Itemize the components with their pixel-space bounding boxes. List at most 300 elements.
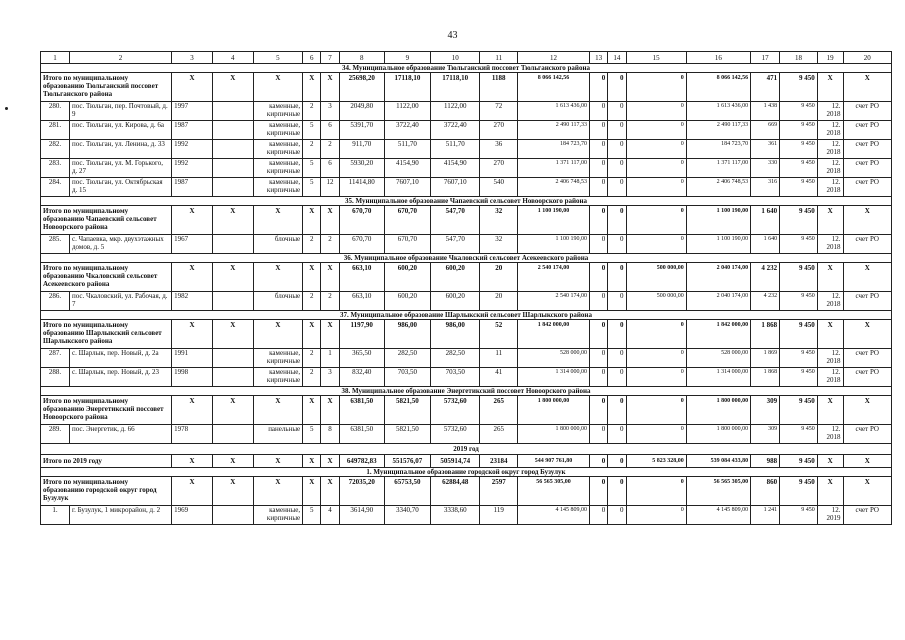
total-c3: X bbox=[172, 477, 213, 506]
build-year: 1992 bbox=[172, 140, 213, 159]
cell-c10: 3338,60 bbox=[431, 506, 480, 525]
total-c18: 9 450 bbox=[780, 206, 818, 235]
house-row bbox=[41, 425, 892, 444]
cell-c10: 282,50 bbox=[431, 349, 480, 368]
total-c7: X bbox=[321, 73, 339, 102]
cell-c12: 1 100 190,00 bbox=[518, 235, 590, 254]
total-c6: X bbox=[303, 263, 321, 292]
table-cell bbox=[212, 292, 253, 311]
cell-c13: 0 bbox=[590, 368, 608, 387]
column-number: 16 bbox=[686, 52, 750, 64]
total-c11: 52 bbox=[480, 320, 518, 349]
cell-c12: 2 406 748,53 bbox=[518, 178, 590, 197]
cell-c11: 32 bbox=[480, 235, 518, 254]
cell-c18: 9 450 bbox=[780, 121, 818, 140]
table-cell bbox=[212, 425, 253, 444]
cell-c8: 5930,20 bbox=[339, 159, 384, 178]
total-c18: 9 450 bbox=[780, 263, 818, 292]
total-c17: 860 bbox=[751, 477, 780, 506]
build-year: 1991 bbox=[172, 349, 213, 368]
cell-c20: счет РО bbox=[843, 425, 891, 444]
total-c20: X bbox=[843, 206, 891, 235]
cell-c6: 2 bbox=[303, 140, 321, 159]
cell-c7: 2 bbox=[321, 292, 339, 311]
column-number: 14 bbox=[608, 52, 626, 64]
total-c4: X bbox=[212, 320, 253, 349]
total-c8: 663,10 bbox=[339, 263, 384, 292]
cell-c11: 265 bbox=[480, 425, 518, 444]
cell-c8: 5391,70 bbox=[339, 121, 384, 140]
column-number: 4 bbox=[212, 52, 253, 64]
cell-c16: 1 371 117,00 bbox=[686, 159, 750, 178]
cell-c15: 0 bbox=[626, 159, 686, 178]
cell-c17: 1 868 bbox=[751, 368, 780, 387]
total-c6: X bbox=[303, 396, 321, 425]
section-title-row bbox=[41, 311, 892, 320]
cell-c16: 4 145 809,00 bbox=[686, 506, 750, 525]
section-title: 36. Муниципальное образование Чкаловский сельсовет Асекеевского района bbox=[41, 254, 892, 263]
cell-c13: 0 bbox=[590, 506, 608, 525]
cell-c14: 0 bbox=[608, 349, 626, 368]
total-c18: 9 450 bbox=[780, 477, 818, 506]
cell-c6: 2 bbox=[303, 349, 321, 368]
section-title-row bbox=[41, 468, 892, 477]
cell-c6: 5 bbox=[303, 121, 321, 140]
total-label: Итого по муниципальному образованию Тюльганский поссовет Тюльганского района bbox=[41, 73, 172, 102]
cell-c18: 9 450 bbox=[780, 349, 818, 368]
wall-material: каменные, кирпичные bbox=[253, 102, 302, 121]
total-c12: 56 565 305,00 bbox=[518, 477, 590, 506]
page-number: 43 bbox=[447, 30, 458, 41]
total-c6: X bbox=[303, 477, 321, 506]
total-c13: 0 bbox=[590, 477, 608, 506]
total-c12: 1 800 000,00 bbox=[518, 396, 590, 425]
cell-c17: 316 bbox=[751, 178, 780, 197]
cell-c7: 3 bbox=[321, 368, 339, 387]
total-c8: 1197,90 bbox=[339, 320, 384, 349]
total-c15: 0 bbox=[626, 320, 686, 349]
wall-material: каменные, кирпичные bbox=[253, 121, 302, 140]
cell-c12: 2 540 174,00 bbox=[518, 292, 590, 311]
cell-c14: 0 bbox=[608, 178, 626, 197]
total-c9: 17118,10 bbox=[384, 73, 430, 102]
total-c14: 0 bbox=[608, 263, 626, 292]
cell-c19: 12. 2018 bbox=[817, 425, 843, 444]
cell-c17: 1 241 bbox=[751, 506, 780, 525]
total-c5: X bbox=[253, 263, 302, 292]
cell-c8: 670,70 bbox=[339, 235, 384, 254]
total-c20: X bbox=[843, 396, 891, 425]
total-c9: 670,70 bbox=[384, 206, 430, 235]
house-row bbox=[41, 235, 892, 254]
total-c10: 600,20 bbox=[431, 263, 480, 292]
cell-c12: 1 800 000,00 bbox=[518, 425, 590, 444]
cell-c7: 3 bbox=[321, 102, 339, 121]
cell-c9: 4154,90 bbox=[384, 159, 430, 178]
column-number: 3 bbox=[172, 52, 213, 64]
cell-c10: 7607,10 bbox=[431, 178, 480, 197]
cell-c6: 2 bbox=[303, 292, 321, 311]
cell-c15: 0 bbox=[626, 506, 686, 525]
margin-mark bbox=[5, 107, 8, 110]
house-address: пос. Энергетик, д. 66 bbox=[70, 425, 172, 444]
row-number: 285. bbox=[41, 235, 70, 254]
row-number: 280. bbox=[41, 102, 70, 121]
cell-c7: 6 bbox=[321, 121, 339, 140]
total-c4: X bbox=[212, 263, 253, 292]
cell-c16: 1 314 000,00 bbox=[686, 368, 750, 387]
table-cell bbox=[212, 506, 253, 525]
cell-c13: 0 bbox=[590, 121, 608, 140]
wall-material: блочные bbox=[253, 235, 302, 254]
cell-c10: 4154,90 bbox=[431, 159, 480, 178]
table-cell bbox=[212, 159, 253, 178]
cell-c15: 500 000,00 bbox=[626, 292, 686, 311]
cell-c19: 12. 2018 bbox=[817, 178, 843, 197]
house-address: пос. Тюльган, ул. Кирова, д. 6а bbox=[70, 121, 172, 140]
cell-c15: 0 bbox=[626, 235, 686, 254]
house-row bbox=[41, 349, 892, 368]
cell-c18: 9 450 bbox=[780, 368, 818, 387]
total-c19: X bbox=[817, 320, 843, 349]
cell-c10: 3722,40 bbox=[431, 121, 480, 140]
cell-c16: 1 613 436,00 bbox=[686, 102, 750, 121]
total-c3: X bbox=[172, 206, 213, 235]
total-c16: 1 100 190,00 bbox=[686, 206, 750, 235]
section-title: 35. Муниципальное образование Чапаевский сельсовет Новоорского района bbox=[41, 197, 892, 206]
table-cell bbox=[212, 178, 253, 197]
total-c4: X bbox=[212, 206, 253, 235]
cell-c17: 361 bbox=[751, 140, 780, 159]
cell-c8: 3614,90 bbox=[339, 506, 384, 525]
house-address: с. Шарлык, пер. Новый, д. 23 bbox=[70, 368, 172, 387]
total-c4: X bbox=[212, 396, 253, 425]
total-c8: 649782,83 bbox=[339, 455, 384, 468]
cell-c20: счет РО bbox=[843, 235, 891, 254]
total-c18: 9 450 bbox=[780, 396, 818, 425]
build-year: 1978 bbox=[172, 425, 213, 444]
house-row bbox=[41, 102, 892, 121]
section-title: 38. Муниципальное образование Энергетикский поссовет Новоорского района bbox=[41, 387, 892, 396]
cell-c9: 5821,50 bbox=[384, 425, 430, 444]
cell-c11: 72 bbox=[480, 102, 518, 121]
table-cell bbox=[212, 102, 253, 121]
house-row bbox=[41, 121, 892, 140]
total-c7: X bbox=[321, 263, 339, 292]
total-c17: 471 bbox=[751, 73, 780, 102]
cell-c20: счет РО bbox=[843, 368, 891, 387]
column-number: 10 bbox=[431, 52, 480, 64]
total-row bbox=[41, 206, 892, 235]
cell-c6: 5 bbox=[303, 178, 321, 197]
cell-c20: счет РО bbox=[843, 349, 891, 368]
total-c19: X bbox=[817, 206, 843, 235]
total-c5: X bbox=[253, 206, 302, 235]
cell-c12: 1 314 000,00 bbox=[518, 368, 590, 387]
cell-c17: 330 bbox=[751, 159, 780, 178]
cell-c19: 12. 2018 bbox=[817, 140, 843, 159]
cell-c16: 528 000,00 bbox=[686, 349, 750, 368]
build-year: 1982 bbox=[172, 292, 213, 311]
cell-c19: 12. 2019 bbox=[817, 506, 843, 525]
total-c20: X bbox=[843, 73, 891, 102]
cell-c13: 0 bbox=[590, 159, 608, 178]
cell-c20: счет РО bbox=[843, 102, 891, 121]
cell-c6: 2 bbox=[303, 235, 321, 254]
cell-c19: 12. 2018 bbox=[817, 235, 843, 254]
cell-c14: 0 bbox=[608, 159, 626, 178]
cell-c7: 2 bbox=[321, 140, 339, 159]
cell-c14: 0 bbox=[608, 368, 626, 387]
cell-c6: 2 bbox=[303, 368, 321, 387]
total-c3: X bbox=[172, 455, 213, 468]
total-c18: 9 450 bbox=[780, 320, 818, 349]
cell-c6: 5 bbox=[303, 159, 321, 178]
cell-c11: 20 bbox=[480, 292, 518, 311]
total-c14: 0 bbox=[608, 396, 626, 425]
total-c19: X bbox=[817, 73, 843, 102]
total-c12: 2 540 174,00 bbox=[518, 263, 590, 292]
total-c13: 0 bbox=[590, 263, 608, 292]
section-title-row bbox=[41, 197, 892, 206]
cell-c9: 703,50 bbox=[384, 368, 430, 387]
section-title: 37. Муниципальное образование Шарлыкский сельсовет Шарлыкского района bbox=[41, 311, 892, 320]
total-c5: X bbox=[253, 477, 302, 506]
total-label: Итого по муниципальному образованию Энергетикский поссовет Новоорского района bbox=[41, 396, 172, 425]
cell-c17: 669 bbox=[751, 121, 780, 140]
total-c9: 600,20 bbox=[384, 263, 430, 292]
column-number: 20 bbox=[843, 52, 891, 64]
total-c12: 544 907 761,80 bbox=[518, 455, 590, 468]
total-c10: 505914,74 bbox=[431, 455, 480, 468]
total-c15: 500 000,00 bbox=[626, 263, 686, 292]
wall-material: каменные, кирпичные bbox=[253, 506, 302, 525]
section-title: 1. Муниципальное образование городской округ город Бузулук bbox=[41, 468, 892, 477]
total-c9: 65753,50 bbox=[384, 477, 430, 506]
wall-material: каменные, кирпичные bbox=[253, 349, 302, 368]
table-cell bbox=[212, 235, 253, 254]
table-cell bbox=[212, 368, 253, 387]
total-label: Итого по 2019 году bbox=[41, 455, 172, 468]
total-c11: 1188 bbox=[480, 73, 518, 102]
total-c19: X bbox=[817, 263, 843, 292]
house-address: г. Бузулук, 1 микрорайон, д. 2 bbox=[70, 506, 172, 525]
total-c16: 1 842 000,00 bbox=[686, 320, 750, 349]
cell-c16: 2 040 174,00 bbox=[686, 292, 750, 311]
total-c8: 6381,50 bbox=[339, 396, 384, 425]
total-c6: X bbox=[303, 455, 321, 468]
cell-c14: 0 bbox=[608, 140, 626, 159]
total-c9: 5821,50 bbox=[384, 396, 430, 425]
cell-c6: 2 bbox=[303, 102, 321, 121]
cell-c19: 12. 2018 bbox=[817, 292, 843, 311]
total-c20: X bbox=[843, 477, 891, 506]
cell-c10: 547,70 bbox=[431, 235, 480, 254]
cell-c8: 6381,50 bbox=[339, 425, 384, 444]
cell-c15: 0 bbox=[626, 349, 686, 368]
cell-c16: 1 100 190,00 bbox=[686, 235, 750, 254]
column-number: 19 bbox=[817, 52, 843, 64]
column-number: 5 bbox=[253, 52, 302, 64]
cell-c17: 1 640 bbox=[751, 235, 780, 254]
section-title-row bbox=[41, 387, 892, 396]
cell-c16: 2 490 117,33 bbox=[686, 121, 750, 140]
total-c10: 986,00 bbox=[431, 320, 480, 349]
total-c18: 9 450 bbox=[780, 455, 818, 468]
total-c11: 2597 bbox=[480, 477, 518, 506]
total-label: Итого по муниципальному образованию Чкаловский сельсовет Асекеевского района bbox=[41, 263, 172, 292]
total-c10: 17118,10 bbox=[431, 73, 480, 102]
total-c3: X bbox=[172, 320, 213, 349]
cell-c18: 9 450 bbox=[780, 178, 818, 197]
total-c16: 1 800 000,00 bbox=[686, 396, 750, 425]
cell-c6: 5 bbox=[303, 425, 321, 444]
total-c20: X bbox=[843, 263, 891, 292]
total-c4: X bbox=[212, 477, 253, 506]
total-c15: 0 bbox=[626, 396, 686, 425]
total-c7: X bbox=[321, 206, 339, 235]
cell-c15: 0 bbox=[626, 102, 686, 121]
cell-c17: 4 232 bbox=[751, 292, 780, 311]
row-number: 289. bbox=[41, 425, 70, 444]
cell-c18: 9 450 bbox=[780, 159, 818, 178]
house-row bbox=[41, 159, 892, 178]
cell-c7: 4 bbox=[321, 506, 339, 525]
total-c13: 0 bbox=[590, 73, 608, 102]
cell-c7: 6 bbox=[321, 159, 339, 178]
total-row bbox=[41, 477, 892, 506]
cell-c13: 0 bbox=[590, 349, 608, 368]
wall-material: каменные, кирпичные bbox=[253, 140, 302, 159]
cell-c20: счет РО bbox=[843, 506, 891, 525]
cell-c20: счет РО bbox=[843, 159, 891, 178]
cell-c11: 270 bbox=[480, 121, 518, 140]
total-row bbox=[41, 73, 892, 102]
total-c6: X bbox=[303, 73, 321, 102]
cell-c13: 0 bbox=[590, 102, 608, 121]
cell-c8: 911,70 bbox=[339, 140, 384, 159]
total-c14: 0 bbox=[608, 73, 626, 102]
cell-c11: 36 bbox=[480, 140, 518, 159]
column-number-row bbox=[41, 52, 892, 64]
total-c15: 5 823 328,00 bbox=[626, 455, 686, 468]
section-title-row bbox=[41, 64, 892, 73]
total-c11: 32 bbox=[480, 206, 518, 235]
wall-material: каменные, кирпичные bbox=[253, 159, 302, 178]
column-number: 12 bbox=[518, 52, 590, 64]
column-number: 18 bbox=[780, 52, 818, 64]
total-row bbox=[41, 455, 892, 468]
cell-c7: 1 bbox=[321, 349, 339, 368]
total-c19: X bbox=[817, 396, 843, 425]
cell-c8: 11414,80 bbox=[339, 178, 384, 197]
cell-c16: 184 723,70 bbox=[686, 140, 750, 159]
cell-c7: 12 bbox=[321, 178, 339, 197]
cell-c20: счет РО bbox=[843, 140, 891, 159]
wall-material: каменные, кирпичные bbox=[253, 368, 302, 387]
cell-c12: 184 723,70 bbox=[518, 140, 590, 159]
total-c17: 1 868 bbox=[751, 320, 780, 349]
total-row bbox=[41, 320, 892, 349]
cell-c19: 12. 2018 bbox=[817, 349, 843, 368]
cell-c12: 1 371 117,00 bbox=[518, 159, 590, 178]
total-c6: X bbox=[303, 206, 321, 235]
house-address: с. Шарлык, пер. Новый, д. 2а bbox=[70, 349, 172, 368]
cell-c15: 0 bbox=[626, 121, 686, 140]
cell-c10: 1122,00 bbox=[431, 102, 480, 121]
cell-c18: 9 450 bbox=[780, 235, 818, 254]
house-row bbox=[41, 140, 892, 159]
cell-c9: 3340,70 bbox=[384, 506, 430, 525]
cell-c11: 41 bbox=[480, 368, 518, 387]
total-c8: 72035,20 bbox=[339, 477, 384, 506]
row-number: 282. bbox=[41, 140, 70, 159]
cell-c7: 8 bbox=[321, 425, 339, 444]
total-row bbox=[41, 263, 892, 292]
cell-c9: 282,50 bbox=[384, 349, 430, 368]
section-title: 34. Муниципальное образование Тюльганский поссовет Тюльганского района bbox=[41, 64, 892, 73]
column-number: 2 bbox=[70, 52, 172, 64]
cell-c9: 7607,10 bbox=[384, 178, 430, 197]
cell-c12: 4 145 809,00 bbox=[518, 506, 590, 525]
build-year: 1987 bbox=[172, 178, 213, 197]
total-c15: 0 bbox=[626, 73, 686, 102]
total-c6: X bbox=[303, 320, 321, 349]
total-c11: 23184 bbox=[480, 455, 518, 468]
cell-c10: 511,70 bbox=[431, 140, 480, 159]
total-c8: 670,70 bbox=[339, 206, 384, 235]
cell-c17: 309 bbox=[751, 425, 780, 444]
total-c7: X bbox=[321, 477, 339, 506]
cell-c14: 0 bbox=[608, 292, 626, 311]
total-c16: 8 066 142,56 bbox=[686, 73, 750, 102]
cell-c15: 0 bbox=[626, 140, 686, 159]
total-c7: X bbox=[321, 455, 339, 468]
cell-c20: счет РО bbox=[843, 178, 891, 197]
row-number: 284. bbox=[41, 178, 70, 197]
cell-c15: 0 bbox=[626, 425, 686, 444]
cell-c9: 1122,00 bbox=[384, 102, 430, 121]
total-c4: X bbox=[212, 455, 253, 468]
cell-c10: 5732,60 bbox=[431, 425, 480, 444]
cell-c18: 9 450 bbox=[780, 102, 818, 121]
cell-c19: 12. 2018 bbox=[817, 159, 843, 178]
column-number: 8 bbox=[339, 52, 384, 64]
total-c5: X bbox=[253, 320, 302, 349]
total-c16: 2 040 174,00 bbox=[686, 263, 750, 292]
year-title-row bbox=[41, 444, 892, 455]
total-c13: 0 bbox=[590, 206, 608, 235]
total-c15: 0 bbox=[626, 477, 686, 506]
row-number: 283. bbox=[41, 159, 70, 178]
total-c19: X bbox=[817, 455, 843, 468]
total-c5: X bbox=[253, 396, 302, 425]
total-c17: 4 232 bbox=[751, 263, 780, 292]
build-year: 1998 bbox=[172, 368, 213, 387]
cell-c12: 528 000,00 bbox=[518, 349, 590, 368]
row-number: 281. bbox=[41, 121, 70, 140]
cell-c19: 12. 2018 bbox=[817, 368, 843, 387]
cell-c10: 600,20 bbox=[431, 292, 480, 311]
wall-material: блочные bbox=[253, 292, 302, 311]
column-number: 9 bbox=[384, 52, 430, 64]
house-row bbox=[41, 368, 892, 387]
column-number: 6 bbox=[303, 52, 321, 64]
house-address: пос. Тюльган, ул. М. Горького, д. 27 bbox=[70, 159, 172, 178]
total-c12: 8 066 142,56 bbox=[518, 73, 590, 102]
row-number: 286. bbox=[41, 292, 70, 311]
total-c12: 1 100 190,00 bbox=[518, 206, 590, 235]
